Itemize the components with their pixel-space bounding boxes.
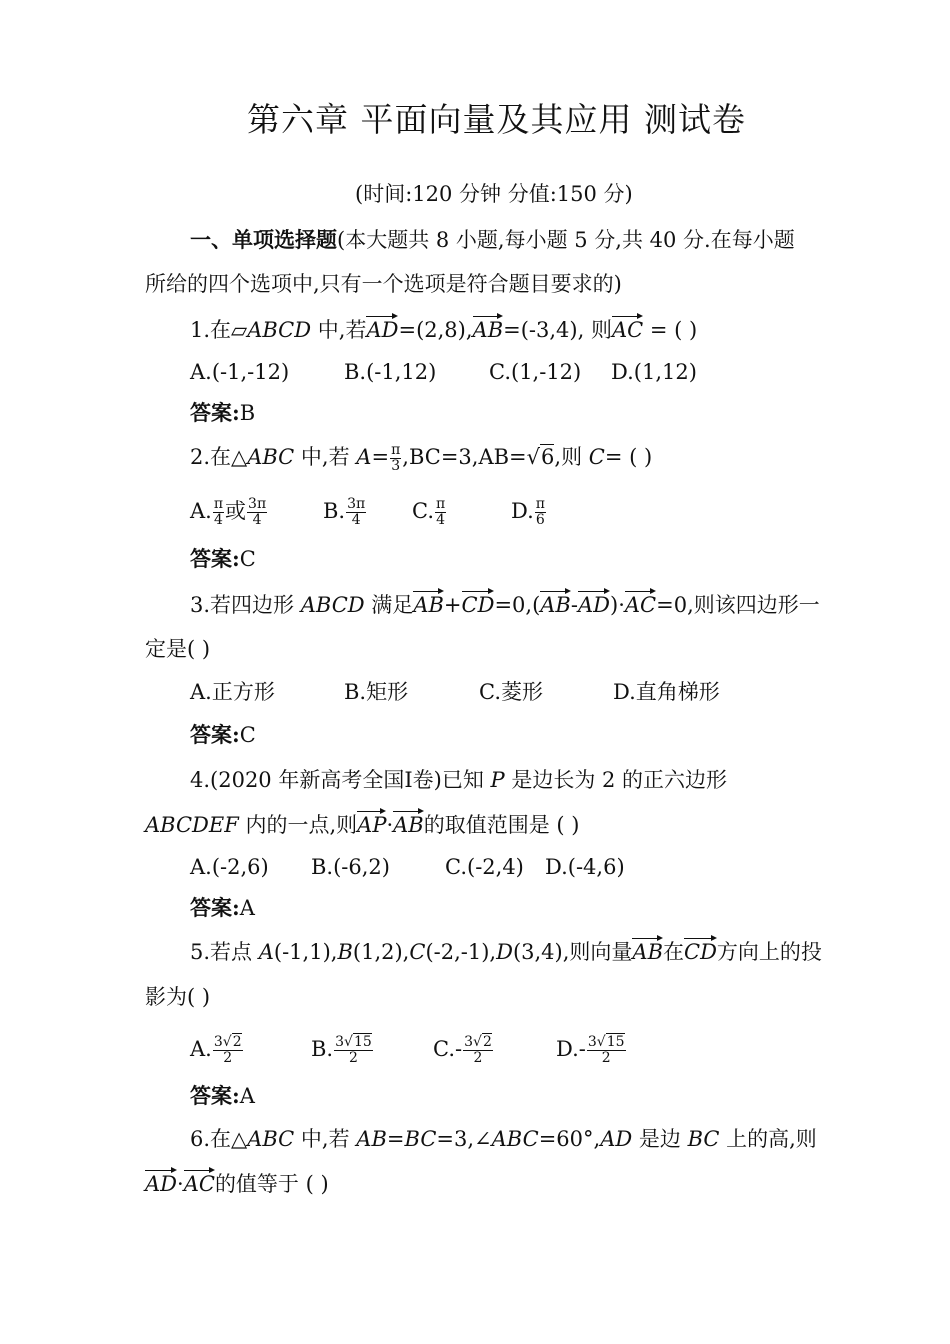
q5-radicand: 15 xyxy=(606,1034,625,1050)
question-3 xyxy=(190,591,820,619)
q1-prefix: 1.在▱ xyxy=(190,318,248,342)
q5-radicand: 15 xyxy=(353,1034,372,1050)
q2-frac-pi-4 xyxy=(213,497,224,528)
q6-ad: AD xyxy=(600,1127,633,1151)
q3-vector-ad: AD xyxy=(577,593,610,617)
q2-mid: 中,若 xyxy=(294,445,357,469)
q2-frac-den: 4 xyxy=(436,512,446,528)
q4-line1a: 4.(2020 年新高考全国Ⅰ卷)已知 xyxy=(190,768,491,792)
q5-point-d: D xyxy=(496,940,513,964)
section-header xyxy=(190,226,795,254)
q3-option-b: B.矩形 xyxy=(344,680,409,704)
q2-bc: ,BC=3,AB= xyxy=(402,445,527,469)
question-4 xyxy=(190,766,727,794)
q3-answer-label: 答案: xyxy=(190,722,240,747)
q3-vector-ab: AB xyxy=(413,593,444,617)
q5-line-2: 影为( ) xyxy=(145,985,211,1009)
q4-vector-ap: AP xyxy=(357,813,387,837)
q6-vector-ac: AC xyxy=(183,1172,215,1196)
q6-abc: ABC xyxy=(247,1127,295,1151)
q5-option-d xyxy=(556,1035,627,1066)
q5-option-b-label: B. xyxy=(311,1037,334,1061)
q5-point-b: B xyxy=(337,940,353,964)
q4-answer-value: A xyxy=(239,896,255,920)
question-1 xyxy=(190,316,697,344)
q4-line1b: 是边长为 2 的正六边形 xyxy=(504,768,728,792)
q5-point-c: C xyxy=(409,940,426,964)
q2-frac-num: 3π xyxy=(248,496,267,512)
q1-blank: = ( ) xyxy=(643,318,698,342)
q2-frac-pi-4c xyxy=(435,497,446,528)
q1-vector-ad: AD xyxy=(366,318,399,342)
q4-answer-label: 答案: xyxy=(190,895,240,920)
q2-eq: = xyxy=(371,445,390,469)
q5-frac-den: 2 xyxy=(348,1050,358,1066)
section-desc-line1: (本大题共 8 小题,每小题 5 分,共 40 分.在每小题 xyxy=(337,228,795,252)
q1-mid: 中,若 xyxy=(311,318,367,342)
q6-deg: =60°, xyxy=(538,1127,601,1151)
q3-mid: 满足 xyxy=(364,593,414,617)
q2-option-a-label: A. xyxy=(190,499,212,523)
q5-coef: 3 xyxy=(464,1034,474,1050)
q5-answer-label: 答案: xyxy=(190,1083,240,1108)
q5-frac-num: 3√2 xyxy=(213,1034,242,1050)
q5-frac-c xyxy=(463,1035,493,1066)
q3-vector-ac: AC xyxy=(624,593,657,617)
q5-point-b-val: (1,2), xyxy=(352,940,410,964)
q2-abc: ABC xyxy=(247,445,295,469)
q1-answer xyxy=(190,399,255,427)
q5-option-d-label: D.- xyxy=(556,1037,586,1061)
question-2: 2.在△ABC 中,若 A= $\frac{\pi}{3}$ ,BC=3,AB=√6,则 C= ( ) xyxy=(190,442,653,474)
q5-vector-ab: AB xyxy=(632,940,664,964)
q5-frac-num: 3√15 xyxy=(587,1034,625,1050)
q6-prefix: 6.在△ xyxy=(190,1127,248,1151)
q6-eq: = xyxy=(386,1127,405,1151)
q5-radicand: 2 xyxy=(232,1034,242,1050)
q2-frac-num: π xyxy=(213,496,224,512)
q3-line-2: 定是( ) xyxy=(145,637,211,661)
q5-coef: 3 xyxy=(335,1034,345,1050)
q2-frac-num: π xyxy=(436,496,446,512)
q6-line-2 xyxy=(145,1170,329,1198)
q5-vector-cd: CD xyxy=(684,940,717,964)
q6-dot: · xyxy=(177,1172,184,1196)
q2-answer xyxy=(190,545,256,573)
q1-answer-label: 答案: xyxy=(190,400,240,425)
q1-option-a: A.(-1,-12) xyxy=(190,360,290,384)
q5-option-c xyxy=(433,1035,494,1066)
q2-frac-num: π xyxy=(535,496,545,512)
q1-option-b: B.(-1,12) xyxy=(344,360,437,384)
q5-tail: 方向上的投 xyxy=(716,940,822,964)
q5-frac-den: 2 xyxy=(601,1050,611,1066)
q5-frac-num: 3√15 xyxy=(335,1034,372,1050)
q5-point-c-val: (-2,-1), xyxy=(425,940,497,964)
q4-answer xyxy=(190,894,255,922)
q3-plus: + xyxy=(443,593,462,617)
q5-frac-b xyxy=(334,1035,373,1066)
q4-option-d: D.(-4,6) xyxy=(545,855,625,879)
q3-option-a: A.正方形 xyxy=(190,680,275,704)
q6-bc2: BC xyxy=(687,1127,720,1151)
q2-sqrt-6: 6 xyxy=(541,445,555,469)
q4-vector-ab: AB xyxy=(393,813,424,837)
q1-vector-ac: AC xyxy=(611,318,644,342)
q3-minus: - xyxy=(570,593,578,617)
q3-answer xyxy=(190,721,256,749)
q2-prefix: 2.在△ xyxy=(190,445,248,469)
q2-var-a: A xyxy=(356,445,372,469)
q5-coef: 3 xyxy=(587,1034,597,1050)
q1-option-c: C.(1,-12) xyxy=(489,360,582,384)
q2-frac-3pi-4b xyxy=(346,497,366,528)
q5-coef: 3 xyxy=(213,1034,223,1050)
q6-ab: AB xyxy=(356,1127,387,1151)
q4-mid: 内的一点,则 xyxy=(238,813,358,837)
q4-hexagon: ABCDEF xyxy=(145,813,239,837)
q2-frac-num: 3π xyxy=(347,496,366,512)
q6-angle: ABC xyxy=(491,1127,539,1151)
q4-blank: 的取值范围是 ( ) xyxy=(423,813,580,837)
q5-point-a-val: (-1,1), xyxy=(273,940,338,964)
q6-val: =3,∠ xyxy=(436,1127,492,1151)
question-5 xyxy=(190,938,822,966)
q5-option-b xyxy=(311,1035,374,1066)
q1-option-d: D.(1,12) xyxy=(611,360,697,384)
q5-frac-num: 3√2 xyxy=(464,1034,492,1050)
q6-blank: 的值等于 ( ) xyxy=(214,1172,329,1196)
q3-prefix: 3.若四边形 xyxy=(190,593,301,617)
q2-var-c: C xyxy=(588,445,605,469)
q2-frac-3pi-4 xyxy=(247,497,267,528)
q3-vector-cd: CD xyxy=(461,593,495,617)
q1-vector-ad-value: =(2,8), xyxy=(398,318,473,342)
q3-vector-ab-2: AB xyxy=(540,593,571,617)
q5-prefix: 5.若点 xyxy=(190,940,259,964)
q4-option-c: C.(-2,4) xyxy=(445,855,524,879)
q2-option-b xyxy=(323,497,367,528)
q3-abcd: ABCD xyxy=(300,593,365,617)
q6-is: 是边 xyxy=(632,1127,688,1151)
q3-close: )· xyxy=(610,593,625,617)
q3-option-c: C.菱形 xyxy=(479,680,543,704)
q2-frac-den: 6 xyxy=(535,512,545,528)
q2-frac-den: 4 xyxy=(252,512,262,528)
q6-tail: 上的高,则 xyxy=(719,1127,817,1151)
q2-frac-den: 4 xyxy=(213,512,223,528)
q6-bc: BC xyxy=(404,1127,437,1151)
q5-option-c-label: C.- xyxy=(433,1037,463,1061)
q5-frac-den: 2 xyxy=(473,1050,483,1066)
q5-frac-d xyxy=(587,1035,626,1066)
q2-frac-pi-3 xyxy=(390,443,401,474)
q1-vector-ab: AB xyxy=(472,318,504,342)
q2-option-c xyxy=(412,497,447,528)
q2-frac-pi-6 xyxy=(535,497,546,528)
q2-option-d-label: D. xyxy=(511,499,534,523)
q2-or: 或 xyxy=(225,499,247,523)
q3-answer-value: C xyxy=(239,723,256,747)
q5-answer-value: A xyxy=(239,1084,255,1108)
q2-frac-num: π xyxy=(391,442,401,458)
q3-eq0: =0,( xyxy=(494,593,541,617)
q2-blank: = ( ) xyxy=(604,445,653,469)
q5-point-d-val: (3,4),则向量 xyxy=(512,940,633,964)
q2-option-c-label: C. xyxy=(412,499,434,523)
q2-option-b-label: B. xyxy=(323,499,346,523)
page-subtitle: (时间:120 分钟 分值:150 分) xyxy=(355,182,633,206)
q1-vector-ab-value: =(-3,4), 则 xyxy=(503,318,612,342)
q4-option-b: B.(-6,2) xyxy=(311,855,390,879)
q2-answer-label: 答案: xyxy=(190,546,240,571)
q5-answer xyxy=(190,1082,255,1110)
q4-line-2 xyxy=(145,811,580,839)
q5-point-a: A xyxy=(258,940,274,964)
q5-option-a-label: A. xyxy=(190,1037,212,1061)
q2-then: ,则 xyxy=(554,445,589,469)
q2-frac-den: 3 xyxy=(391,458,401,474)
q2-frac-den: 4 xyxy=(351,512,361,528)
q3-tail: =0,则该四边形一 xyxy=(656,593,820,617)
q2-option-d xyxy=(511,497,547,528)
q5-frac-den: 2 xyxy=(223,1050,233,1066)
q5-option-a xyxy=(190,1035,244,1066)
question-6 xyxy=(190,1125,817,1153)
q6-vector-ad: AD xyxy=(145,1172,178,1196)
q1-abcd: ABCD xyxy=(247,318,312,342)
q1-answer-value: B xyxy=(239,401,256,425)
q5-radicand: 2 xyxy=(482,1034,492,1050)
q4-dot: · xyxy=(386,813,394,837)
q5-in: 在 xyxy=(663,940,685,964)
q5-frac-a xyxy=(213,1035,243,1066)
q4-option-a: A.(-2,6) xyxy=(190,855,269,879)
q3-option-d: D.直角梯形 xyxy=(613,680,720,704)
section-desc-line2: 所给的四个选项中,只有一个选项是符合题目要求的) xyxy=(145,272,622,296)
section-heading: 一、单项选择题 xyxy=(190,227,337,252)
q2-option-a xyxy=(190,497,268,528)
page-title: 第六章 平面向量及其应用 测试卷 xyxy=(247,100,746,139)
q4-var-p: P xyxy=(490,768,505,792)
q6-mid: 中,若 xyxy=(294,1127,357,1151)
q2-answer-value: C xyxy=(239,547,256,571)
